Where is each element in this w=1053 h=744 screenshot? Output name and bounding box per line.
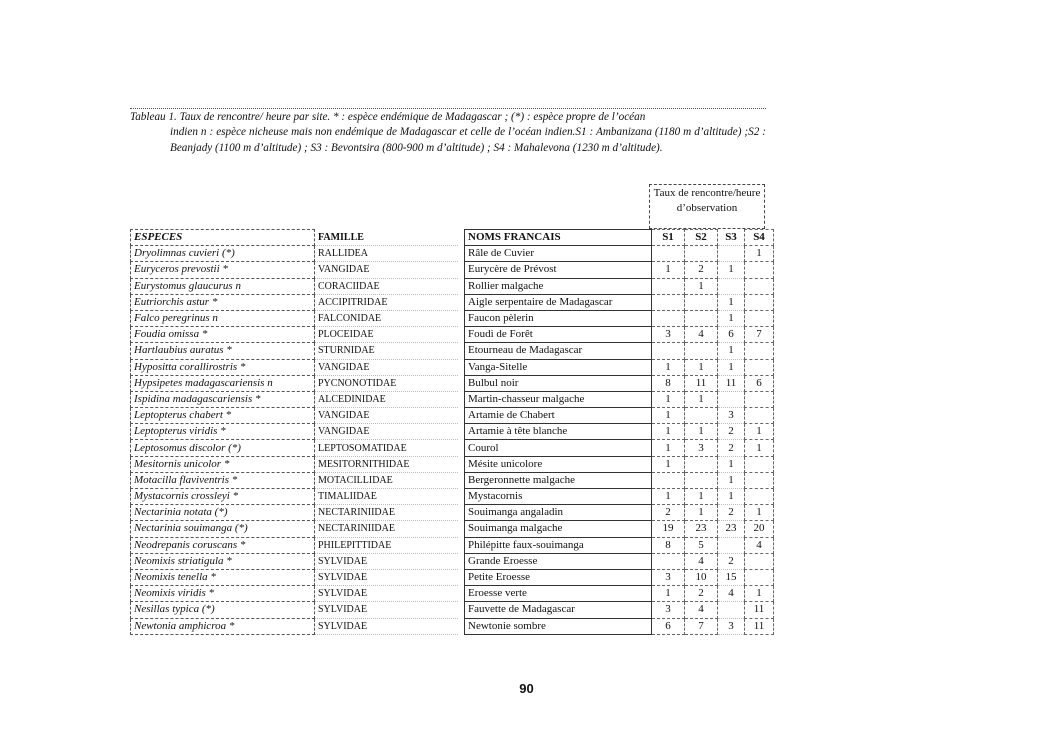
species-table — [130, 229, 774, 635]
family-cell: FALCONIDAE — [315, 310, 459, 326]
family-cell: ACCIPITRIDAE — [315, 294, 459, 310]
table-row — [131, 408, 774, 424]
s1-cell: 6 — [652, 618, 685, 634]
species-cell: Nesillas typica (*) — [131, 602, 315, 618]
table-body — [131, 246, 774, 635]
family-cell: SYLVIDAE — [315, 569, 459, 585]
s3-cell: 6 — [718, 327, 745, 343]
s3-cell: 11 — [718, 375, 745, 391]
s2-cell: 11 — [685, 375, 718, 391]
family-cell: VANGIDAE — [315, 408, 459, 424]
s1-cell — [652, 343, 685, 359]
s3-cell: 4 — [718, 586, 745, 602]
french-name-cell: Philépitte faux-souimanga — [465, 537, 652, 553]
s2-cell: 23 — [685, 521, 718, 537]
table-row — [131, 327, 774, 343]
table-row — [131, 586, 774, 602]
s4-cell — [745, 553, 774, 569]
table-row — [131, 391, 774, 407]
species-cell: Leptopterus chabert * — [131, 408, 315, 424]
s3-cell: 1 — [718, 262, 745, 278]
s4-cell: 20 — [745, 521, 774, 537]
french-name-cell: Courol — [465, 440, 652, 456]
french-name-cell: Fauvette de Madagascar — [465, 602, 652, 618]
species-cell: Falco peregrinus n — [131, 310, 315, 326]
s1-cell — [652, 294, 685, 310]
family-cell: VANGIDAE — [315, 262, 459, 278]
family-cell: SYLVIDAE — [315, 618, 459, 634]
french-name-cell: Mystacornis — [465, 489, 652, 505]
species-cell: Leptosomus discolor (*) — [131, 440, 315, 456]
s1-cell — [652, 278, 685, 294]
french-name-cell: Petite Eroesse — [465, 569, 652, 585]
header-famille: FAMILLE — [315, 230, 459, 246]
s2-cell: 1 — [685, 505, 718, 521]
s3-cell: 1 — [718, 489, 745, 505]
s4-cell: 1 — [745, 586, 774, 602]
table-row — [131, 521, 774, 537]
s3-cell: 1 — [718, 294, 745, 310]
family-cell: SYLVIDAE — [315, 586, 459, 602]
s2-cell: 4 — [685, 327, 718, 343]
family-cell: TIMALIIDAE — [315, 489, 459, 505]
s2-cell: 1 — [685, 424, 718, 440]
caption-first-line: Tableau 1. Taux de rencontre/ heure par site. * : espèce endémique de Madagascar ; (*) : espèce propre de l’océan — [130, 111, 646, 123]
table-row — [131, 553, 774, 569]
french-name-cell: Souimanga malgache — [465, 521, 652, 537]
header-s3: S3 — [718, 230, 745, 246]
s4-cell — [745, 278, 774, 294]
french-name-cell: Vanga-Sitelle — [465, 359, 652, 375]
s2-cell — [685, 294, 718, 310]
s3-cell: 2 — [718, 505, 745, 521]
french-name-cell: Grande Eroesse — [465, 553, 652, 569]
species-cell: Euryceros prevostii * — [131, 262, 315, 278]
s2-cell: 2 — [685, 262, 718, 278]
table-row — [131, 278, 774, 294]
table-row — [131, 440, 774, 456]
s2-cell: 1 — [685, 359, 718, 375]
species-cell: Nectarinia notata (*) — [131, 505, 315, 521]
s3-cell: 1 — [718, 359, 745, 375]
species-cell: Newtonia amphicroa * — [131, 618, 315, 634]
s2-cell — [685, 310, 718, 326]
french-name-cell: Artamie à tête blanche — [465, 424, 652, 440]
header-especes: ESPECES — [131, 230, 315, 246]
top-rule — [130, 108, 766, 109]
s3-cell — [718, 602, 745, 618]
table-row — [131, 472, 774, 488]
s2-cell: 4 — [685, 553, 718, 569]
species-cell: Motacilla flaviventris * — [131, 472, 315, 488]
french-name-cell: Eroesse verte — [465, 586, 652, 602]
french-name-cell: Rollier malgache — [465, 278, 652, 294]
family-cell: NECTARINIIDAE — [315, 521, 459, 537]
s3-cell — [718, 537, 745, 553]
s3-cell: 2 — [718, 440, 745, 456]
s2-cell: 5 — [685, 537, 718, 553]
s4-cell: 11 — [745, 618, 774, 634]
s4-cell — [745, 391, 774, 407]
s1-cell: 1 — [652, 408, 685, 424]
s3-cell — [718, 391, 745, 407]
family-cell: SYLVIDAE — [315, 602, 459, 618]
s3-cell: 1 — [718, 343, 745, 359]
s4-cell: 1 — [745, 424, 774, 440]
table-row — [131, 246, 774, 262]
observation-rate-header: Taux de rencontre/heure d’observation — [649, 184, 765, 229]
french-name-cell: Eurycère de Prévost — [465, 262, 652, 278]
s2-cell: 1 — [685, 489, 718, 505]
s1-cell — [652, 553, 685, 569]
s4-cell — [745, 408, 774, 424]
species-cell: Mystacornis crossleyi * — [131, 489, 315, 505]
species-cell: Hartlaubius auratus * — [131, 343, 315, 359]
table-row — [131, 537, 774, 553]
table-row — [131, 294, 774, 310]
s1-cell: 2 — [652, 505, 685, 521]
family-cell: LEPTOSOMATIDAE — [315, 440, 459, 456]
french-name-cell: Etourneau de Madagascar — [465, 343, 652, 359]
s4-cell: 7 — [745, 327, 774, 343]
table-row — [131, 359, 774, 375]
s4-cell — [745, 489, 774, 505]
s4-cell: 1 — [745, 440, 774, 456]
table-caption — [130, 110, 766, 156]
s2-cell — [685, 472, 718, 488]
s1-cell: 1 — [652, 440, 685, 456]
s4-cell: 4 — [745, 537, 774, 553]
s3-cell: 1 — [718, 310, 745, 326]
header-s2: S2 — [685, 230, 718, 246]
s1-cell: 1 — [652, 262, 685, 278]
french-name-cell: Aigle serpentaire de Madagascar — [465, 294, 652, 310]
s3-cell: 1 — [718, 456, 745, 472]
s3-cell: 1 — [718, 472, 745, 488]
s2-cell: 1 — [685, 391, 718, 407]
species-cell: Leptopterus viridis * — [131, 424, 315, 440]
s4-cell — [745, 343, 774, 359]
s4-cell: 1 — [745, 246, 774, 262]
french-name-cell: Foudi de Forêt — [465, 327, 652, 343]
table-header-row — [131, 230, 774, 246]
french-name-cell: Mésite unicolore — [465, 456, 652, 472]
species-cell: Neomixis tenella * — [131, 569, 315, 585]
french-name-cell: Souimanga angaladin — [465, 505, 652, 521]
s4-cell — [745, 262, 774, 278]
s3-cell: 3 — [718, 408, 745, 424]
s4-cell: 11 — [745, 602, 774, 618]
french-name-cell: Faucon pèlerin — [465, 310, 652, 326]
s4-cell — [745, 472, 774, 488]
species-cell: Foudia omissa * — [131, 327, 315, 343]
species-cell: Hypositta corallirostris * — [131, 359, 315, 375]
s4-cell: 1 — [745, 505, 774, 521]
family-cell: STURNIDAE — [315, 343, 459, 359]
s1-cell: 1 — [652, 359, 685, 375]
species-cell: Neodrepanis coruscans * — [131, 537, 315, 553]
s3-cell: 2 — [718, 553, 745, 569]
header-noms-francais: NOMS FRANCAIS — [465, 230, 652, 246]
s3-cell — [718, 278, 745, 294]
s2-cell: 7 — [685, 618, 718, 634]
family-cell: MOTACILLIDAE — [315, 472, 459, 488]
french-name-cell: Artamie de Chabert — [465, 408, 652, 424]
s1-cell: 1 — [652, 586, 685, 602]
table-row — [131, 505, 774, 521]
species-cell: Eutriorchis astur * — [131, 294, 315, 310]
s4-cell — [745, 310, 774, 326]
family-cell: ALCEDINIDAE — [315, 391, 459, 407]
family-cell: PLOCEIDAE — [315, 327, 459, 343]
table-row — [131, 375, 774, 391]
s3-cell: 2 — [718, 424, 745, 440]
header-s1: S1 — [652, 230, 685, 246]
family-cell: VANGIDAE — [315, 359, 459, 375]
s1-cell: 1 — [652, 391, 685, 407]
french-name-cell: Bulbul noir — [465, 375, 652, 391]
s2-cell — [685, 408, 718, 424]
species-cell: Mesitornis unicolor * — [131, 456, 315, 472]
table-row — [131, 569, 774, 585]
s1-cell: 8 — [652, 537, 685, 553]
s2-cell: 4 — [685, 602, 718, 618]
species-cell: Ispidina madagascariensis * — [131, 391, 315, 407]
s1-cell — [652, 472, 685, 488]
s2-cell: 3 — [685, 440, 718, 456]
family-cell: RALLIDEA — [315, 246, 459, 262]
family-cell: SYLVIDAE — [315, 553, 459, 569]
french-name-cell: Râle de Cuvier — [465, 246, 652, 262]
s1-cell: 1 — [652, 456, 685, 472]
s4-cell — [745, 569, 774, 585]
french-name-cell: Bergeronnette malgache — [465, 472, 652, 488]
table-row — [131, 618, 774, 634]
s1-cell: 3 — [652, 327, 685, 343]
s3-cell: 23 — [718, 521, 745, 537]
s2-cell — [685, 343, 718, 359]
s1-cell: 1 — [652, 424, 685, 440]
family-cell: PHILEPITTIDAE — [315, 537, 459, 553]
s1-cell — [652, 246, 685, 262]
s1-cell — [652, 310, 685, 326]
table-row — [131, 262, 774, 278]
species-cell: Neomixis striatigula * — [131, 553, 315, 569]
s1-cell: 8 — [652, 375, 685, 391]
species-cell: Eurystomus glaucurus n — [131, 278, 315, 294]
table-row — [131, 424, 774, 440]
s1-cell: 1 — [652, 489, 685, 505]
s3-cell: 15 — [718, 569, 745, 585]
s2-cell: 2 — [685, 586, 718, 602]
s1-cell: 3 — [652, 602, 685, 618]
s4-cell — [745, 294, 774, 310]
s4-cell: 6 — [745, 375, 774, 391]
table-row — [131, 310, 774, 326]
s1-cell: 3 — [652, 569, 685, 585]
s4-cell — [745, 456, 774, 472]
s1-cell: 19 — [652, 521, 685, 537]
family-cell: PYCNONOTIDAE — [315, 375, 459, 391]
table-row — [131, 489, 774, 505]
species-cell: Dryolimnas cuvieri (*) — [131, 246, 315, 262]
table-row — [131, 602, 774, 618]
french-name-cell: Newtonie sombre — [465, 618, 652, 634]
s3-cell — [718, 246, 745, 262]
family-cell: NECTARINIIDAE — [315, 505, 459, 521]
s2-cell: 1 — [685, 278, 718, 294]
s2-cell — [685, 456, 718, 472]
french-name-cell: Martin-chasseur malgache — [465, 391, 652, 407]
family-cell: CORACIIDAE — [315, 278, 459, 294]
species-cell: Hypsipetes madagascariensis n — [131, 375, 315, 391]
header-s4: S4 — [745, 230, 774, 246]
table-row — [131, 343, 774, 359]
table-row — [131, 456, 774, 472]
species-cell: Neomixis viridis * — [131, 586, 315, 602]
page-number: 90 — [519, 681, 534, 696]
family-cell: MESITORNITHIDAE — [315, 456, 459, 472]
family-cell: VANGIDAE — [315, 424, 459, 440]
s4-cell — [745, 359, 774, 375]
caption-continuation: indien n : espèce nicheuse mais non endémique de Madagascar et celle de l’océan indien.S1 : Ambanizana (1180 m d’altitude) ;S2 : Beanjady (1100 m d’altitude) ; S3 : Bevontsira (800-900 m d’altitude) ; S4 : Mahalevona (1230 m d’altitude). — [170, 126, 766, 154]
s3-cell: 3 — [718, 618, 745, 634]
species-cell: Nectarinia souimanga (*) — [131, 521, 315, 537]
s2-cell: 10 — [685, 569, 718, 585]
s2-cell — [685, 246, 718, 262]
